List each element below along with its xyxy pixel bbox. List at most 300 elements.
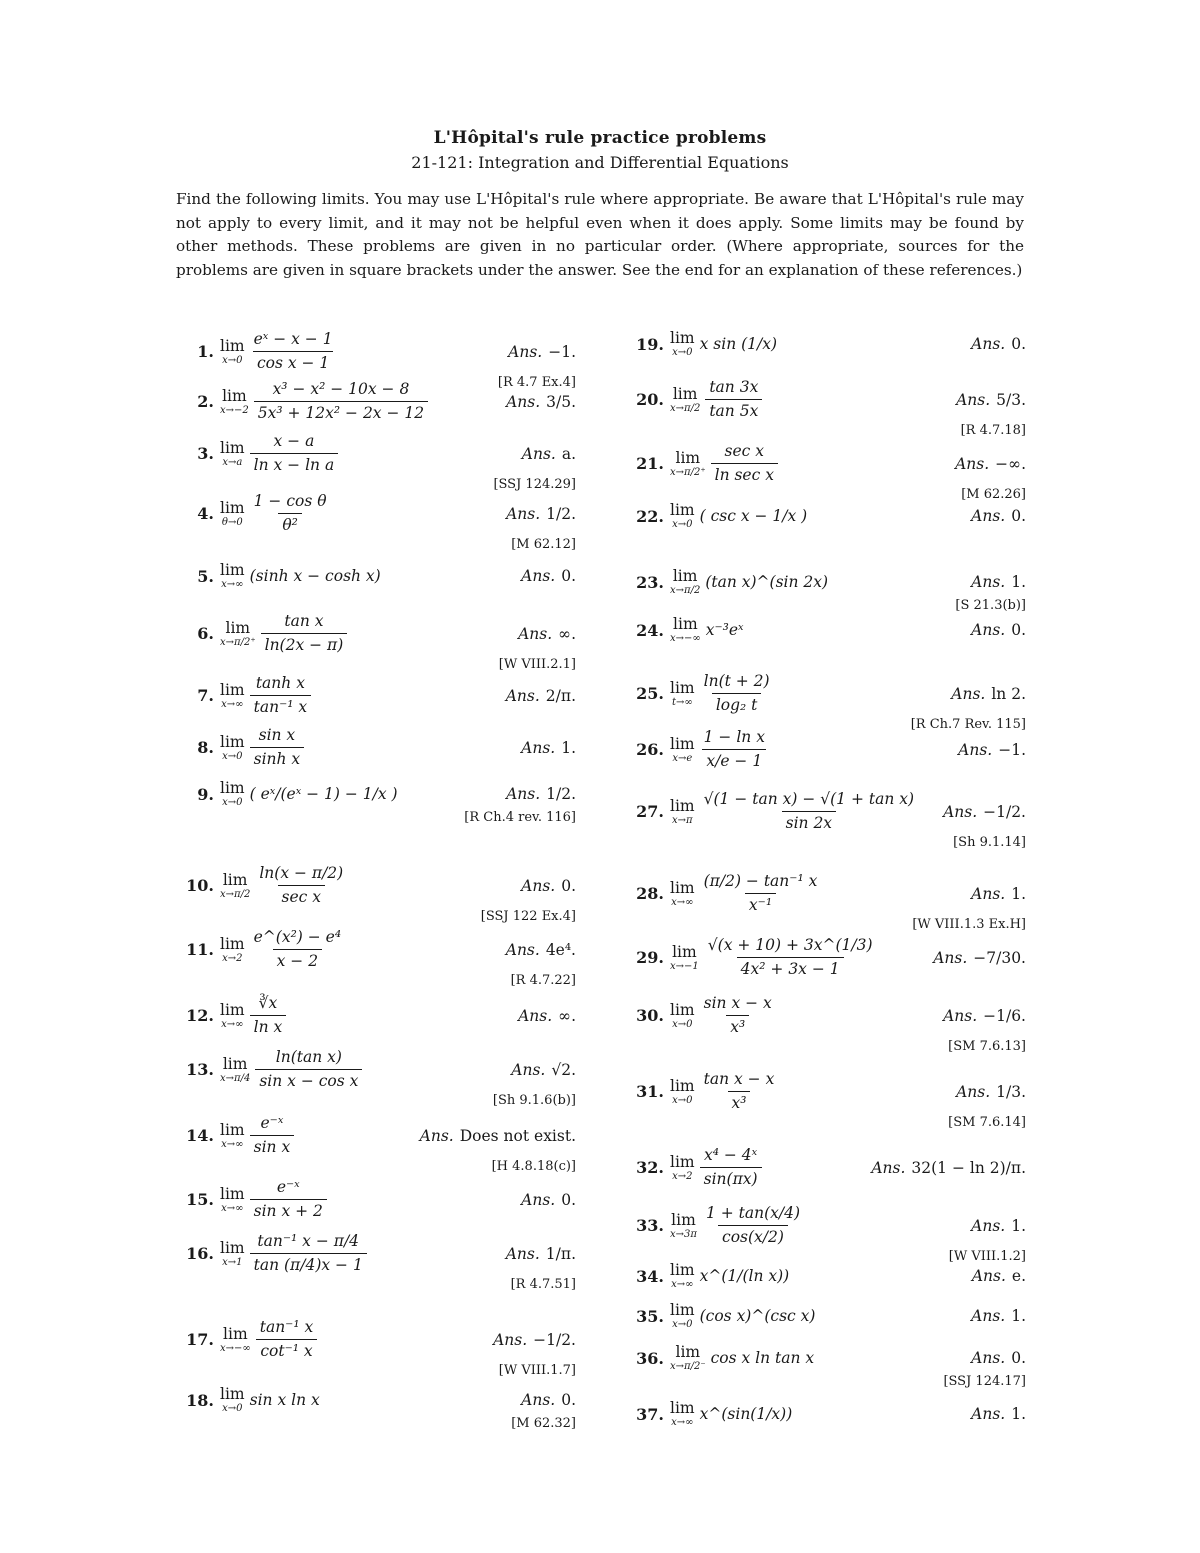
fraction-numerator: e⁻ˣ (260, 1114, 284, 1132)
answer-label: Ans. (971, 884, 1006, 903)
fraction-numerator: 1 − ln x (703, 728, 765, 746)
answer (971, 1217, 1026, 1235)
limit-label: lim (220, 561, 245, 579)
fraction (700, 790, 918, 833)
problem-expression (670, 728, 958, 771)
limit-operator (220, 500, 245, 528)
answer (508, 343, 576, 361)
fraction-numerator: x⁴ − 4ˣ (704, 1146, 758, 1164)
limit-subscript: x→∞ (221, 1018, 244, 1030)
answer-label: Ans. (505, 1244, 540, 1263)
limit-subscript: x→0 (672, 1094, 693, 1106)
problem-item (626, 1344, 1026, 1389)
limit-argument: x⁻³eˣ (705, 621, 744, 639)
limit-operator (670, 736, 695, 764)
problem-item (626, 790, 1026, 850)
limit-operator (670, 616, 701, 644)
problem-item (626, 502, 1026, 530)
problem-row (176, 1178, 576, 1221)
problem-number: 5. (197, 566, 214, 586)
problem-expression (220, 928, 506, 971)
fraction-numerator: ln(t + 2) (703, 672, 770, 690)
problem-expression (670, 790, 943, 833)
limit-label: lim (220, 779, 245, 797)
limit-operator (220, 1002, 245, 1030)
problem-number: 24. (636, 620, 664, 640)
problem-item (626, 1262, 1026, 1290)
limit-argument: (tan x)^(sin 2x) (705, 573, 829, 591)
limit-subscript: x→∞ (221, 579, 244, 590)
source-reference: [SSJ 124.17] (943, 1374, 1026, 1389)
fraction-denominator: tan (π/4)x − 1 (250, 1253, 367, 1275)
fraction (250, 1232, 367, 1275)
problem-expression (670, 442, 955, 485)
source-reference: [M 62.12] (511, 537, 576, 552)
answer-value: √2. (551, 1060, 576, 1079)
limit-subscript: x→π/2⁺ (670, 466, 706, 478)
problem-expression (670, 936, 933, 979)
problem-expression (220, 1232, 506, 1275)
answer (493, 1331, 576, 1349)
fraction (254, 380, 428, 423)
fraction-denominator: tan⁻¹ x (250, 695, 312, 717)
limit-subscript: x→∞ (671, 1279, 694, 1290)
problem-number: 1. (197, 342, 214, 361)
fraction (250, 1178, 327, 1221)
problem-number: 26. (636, 740, 664, 759)
problem-expression (220, 1048, 511, 1091)
answer (943, 803, 1026, 821)
limit-operator (670, 1400, 695, 1428)
fraction-denominator: x³ (728, 1091, 751, 1113)
fraction-numerator: tan x − x (703, 1070, 775, 1088)
answer-label: Ans. (971, 1307, 1006, 1325)
limit-label: lim (670, 1152, 695, 1171)
problem-number: 36. (636, 1348, 664, 1368)
problem-row (626, 502, 1026, 530)
limit-subscript: x→0 (222, 354, 243, 366)
answer (972, 1267, 1026, 1285)
problem-number: 35. (636, 1306, 664, 1326)
limit-label: lim (673, 615, 698, 633)
answer-value: −7/30. (973, 948, 1026, 967)
fraction (250, 674, 312, 717)
problem-item (626, 1070, 1026, 1130)
instructions-paragraph: Find the following limits. You may use L'Hôpital's rule where appropriate. Be aware that L'Hôpital's rule may not apply to every limit, and it may not be helpful even when it does apply. Some limits may be found by other methods. These problems are given in no particular order. (Where appropriate, sources for the problems are given in square brackets under the answer. See the end for an explanation of these references.) (176, 190, 1024, 279)
limit-operator (670, 386, 700, 414)
limit-subscript: x→0 (222, 750, 243, 762)
problem-expression (670, 994, 943, 1037)
limit-operator (670, 330, 695, 358)
problem-expression (220, 432, 522, 475)
fraction-denominator: tan 5x (705, 399, 762, 421)
problem-number: 31. (636, 1082, 664, 1101)
limit-label: lim (225, 618, 251, 637)
fraction-denominator: θ² (278, 513, 302, 535)
problem-item (626, 994, 1026, 1054)
limit-argument: ( csc x − 1/x ) (699, 507, 808, 525)
problem-expression (220, 994, 518, 1037)
fraction-numerator: tanh x (255, 674, 305, 692)
fraction-denominator: ln sec x (711, 463, 778, 485)
limit-argument: (sinh x − cosh x) (249, 567, 381, 585)
problem-item (626, 616, 1026, 644)
fraction-denominator: sinh x (250, 747, 305, 769)
answer-value: ∞. (558, 1006, 576, 1025)
problem-item (626, 330, 1026, 358)
problem-expression (220, 492, 506, 535)
answer-label: Ans. (958, 740, 993, 759)
answer-label: Ans. (521, 1190, 556, 1209)
problem-number: 11. (186, 940, 214, 959)
problem-row (176, 380, 576, 423)
limit-label: lim (672, 942, 697, 961)
fraction-numerator: tan⁻¹ x − π/4 (257, 1232, 360, 1250)
fraction (700, 1070, 779, 1113)
fraction (250, 994, 287, 1037)
limit-label: lim (220, 438, 245, 457)
limit-label: lim (671, 1210, 696, 1229)
problem-expression (220, 864, 521, 907)
problem-item (176, 1114, 576, 1174)
fraction (700, 994, 776, 1037)
fraction (250, 330, 337, 373)
answer-label: Ans. (505, 940, 540, 959)
fraction-numerator: √(1 − tan x) − √(1 + tan x) (703, 790, 915, 808)
problem-expression (670, 1302, 971, 1330)
page-title: L'Hôpital's rule practice problems (433, 128, 767, 148)
limit-operator (220, 440, 245, 468)
source-reference: [SM 7.6.14] (948, 1115, 1026, 1130)
limit-operator (220, 1386, 245, 1414)
answer-value: −1/6. (983, 1006, 1026, 1025)
answer-value: 0. (1011, 335, 1026, 353)
answer (971, 573, 1026, 591)
problem-item (176, 928, 576, 988)
problem-number: 8. (197, 738, 214, 757)
problem-number: 22. (636, 506, 664, 526)
problem-expression (670, 330, 971, 358)
answer (511, 1061, 576, 1079)
answer (518, 1007, 576, 1025)
limit-operator (220, 1186, 245, 1214)
problem-row (626, 568, 1026, 596)
fraction-denominator: log₂ t (712, 693, 762, 715)
limit-label: lim (670, 1399, 695, 1417)
problem-expression (670, 1146, 871, 1189)
answer-label: Ans. (506, 504, 541, 523)
problem-item (176, 674, 576, 717)
problem-number: 19. (636, 334, 664, 354)
fraction-numerator: tan 3x (709, 378, 759, 396)
answer (971, 1405, 1026, 1423)
limit-argument: x sin (1/x) (699, 335, 778, 353)
problem-row (626, 994, 1026, 1037)
limit-label: lim (220, 1385, 245, 1403)
answer-label: Ans. (971, 1349, 1006, 1367)
answer-value: 1. (1011, 1405, 1026, 1423)
limit-label: lim (220, 1184, 245, 1203)
answer-value: 1. (1011, 1216, 1026, 1235)
limit-label: lim (670, 329, 695, 347)
problem-item (626, 936, 1026, 979)
problem-expression (670, 1262, 972, 1290)
limit-subscript: x→e (672, 752, 693, 764)
answer (871, 1159, 1026, 1177)
fraction (700, 1146, 762, 1189)
problem-number: 34. (636, 1266, 664, 1286)
answer-label: Ans. (506, 392, 541, 411)
problem-row (626, 378, 1026, 421)
limit-operator (670, 502, 695, 530)
limit-operator (220, 1122, 245, 1150)
limit-operator (670, 1002, 695, 1030)
problem-expression (220, 1178, 521, 1221)
source-reference: [S 21.3(b)] (955, 598, 1026, 613)
answer-value: 5/3. (996, 390, 1026, 409)
source-reference: [SM 7.6.13] (948, 1039, 1026, 1054)
problem-row (176, 726, 576, 769)
answer (521, 1391, 576, 1409)
answer-value: a. (561, 444, 576, 463)
limit-subscript: t→∞ (671, 696, 693, 708)
limit-operator (220, 872, 250, 900)
problem-expression (670, 568, 971, 596)
problem-number: 12. (186, 1006, 214, 1025)
limit-subscript: x→∞ (671, 896, 694, 908)
limit-label: lim (670, 501, 695, 519)
answer (518, 625, 576, 643)
limit-operator (220, 936, 245, 964)
answer-value: −1. (998, 740, 1026, 759)
problem-number: 2. (197, 392, 214, 411)
answer-label: Ans. (971, 1405, 1006, 1423)
problem-number: 10. (186, 876, 214, 895)
limit-operator (220, 682, 245, 710)
source-reference: [W VIII.1.2] (948, 1249, 1026, 1264)
limit-operator (670, 680, 695, 708)
fraction-numerator: sin x (258, 726, 296, 744)
fraction-denominator: ln x (250, 1015, 287, 1037)
problem-number: 7. (197, 686, 214, 705)
problem-item (626, 1400, 1026, 1428)
fraction (256, 1318, 318, 1361)
limit-argument: ( eˣ/(eˣ − 1) − 1/x ) (249, 785, 398, 803)
fraction-numerator: sin x − x (703, 994, 772, 1012)
problem-row (626, 1262, 1026, 1290)
answer-value: 0. (561, 876, 576, 895)
limit-argument: x^(1/(ln x)) (699, 1267, 790, 1285)
problem-row (626, 936, 1026, 979)
limit-subscript: x→π/2 (220, 888, 251, 900)
answer (933, 949, 1026, 967)
answer-label: Ans. (971, 621, 1006, 639)
answer (521, 877, 576, 895)
answer-value: 0. (561, 1391, 576, 1409)
problem-expression (670, 672, 951, 715)
fraction (700, 728, 769, 771)
problem-row (176, 1114, 576, 1157)
fraction-denominator: cos(x/2) (718, 1225, 788, 1247)
problem-row (176, 1386, 576, 1414)
source-reference: [M 62.26] (961, 487, 1026, 502)
answer-label: Ans. (956, 1082, 991, 1101)
fraction-numerator: x³ − x² − 10x − 8 (272, 380, 410, 398)
fraction-numerator: ln(tan x) (275, 1048, 342, 1066)
problem-item (626, 378, 1026, 438)
answer-label: Ans. (955, 454, 990, 473)
answer (971, 507, 1026, 525)
problem-expression (220, 562, 521, 590)
limit-operator (670, 880, 695, 908)
limit-subscript: x→0 (222, 797, 243, 808)
fraction-denominator: ln x − ln a (250, 453, 339, 475)
problem-expression (220, 1318, 493, 1361)
source-reference: [Sh 9.1.14] (953, 835, 1026, 850)
limit-argument: cos x ln tan x (710, 1349, 815, 1367)
fraction-denominator: x⁻¹ (745, 893, 776, 915)
limit-subscript: x→∞ (221, 1202, 244, 1214)
problem-row (626, 790, 1026, 833)
problem-item (626, 1302, 1026, 1330)
limit-operator (670, 1344, 706, 1372)
limit-label: lim (222, 1054, 248, 1073)
limit-subscript: x→−2 (220, 404, 249, 416)
answer (971, 621, 1026, 639)
problem-row (176, 1232, 576, 1275)
answer (971, 885, 1026, 903)
problem-row (176, 612, 576, 655)
fraction-denominator: cot⁻¹ x (256, 1339, 316, 1361)
problem-item (176, 1318, 576, 1378)
limit-operator (220, 388, 249, 416)
problem-row (626, 672, 1026, 715)
fraction-numerator: e⁻ˣ (276, 1178, 300, 1196)
limit-subscript: x→π (672, 814, 693, 826)
source-reference: [W VIII.1.7] (498, 1363, 576, 1378)
problem-number: 14. (186, 1126, 214, 1145)
problem-item (176, 1048, 576, 1108)
limit-label: lim (670, 678, 695, 697)
problem-expression (220, 1114, 420, 1157)
fraction-denominator: cos x − 1 (253, 351, 333, 373)
limit-label: lim (222, 386, 247, 405)
answer (943, 1007, 1026, 1025)
problem-expression (220, 612, 518, 655)
limit-subscript: x→∞ (671, 1417, 694, 1428)
answer-label: Ans. (518, 1006, 553, 1025)
fraction (704, 936, 877, 979)
fraction (255, 1048, 362, 1091)
fraction-numerator: x − a (273, 432, 315, 450)
answer-value: 0. (561, 1190, 576, 1209)
problem-number: 16. (186, 1244, 214, 1263)
limit-subscript: x→2 (222, 952, 243, 964)
limit-label: lim (672, 384, 698, 403)
problem-row (626, 1302, 1026, 1330)
answer-label: Ans. (971, 1267, 1006, 1285)
source-reference: [R 4.7.22] (510, 973, 576, 988)
answer-label: Ans. (521, 1391, 556, 1409)
problem-item (176, 1178, 576, 1221)
page-subtitle: 21-121: Integration and Differential Equations (411, 153, 789, 172)
answer (506, 505, 576, 523)
fraction-denominator: sin x (250, 1135, 295, 1157)
problem-item (176, 492, 576, 552)
fraction-denominator: x/e − 1 (702, 749, 766, 771)
source-reference: [SSJ 124.29] (493, 477, 576, 492)
answer (955, 455, 1026, 473)
fraction-denominator: 4x² + 3x − 1 (737, 957, 844, 979)
limit-operator (220, 1240, 245, 1268)
fraction-numerator: √(x + 10) + 3x^(1/3) (707, 936, 873, 954)
problem-expression (220, 1386, 521, 1414)
problem-item (176, 1386, 576, 1431)
limit-operator (670, 1302, 695, 1330)
answer (521, 1191, 576, 1209)
fraction-denominator: x − 2 (273, 949, 322, 971)
fraction (705, 378, 762, 421)
limit-label: lim (675, 448, 701, 467)
answer-value: e. (1011, 1267, 1026, 1285)
limit-subscript: x→π/4 (220, 1072, 251, 1084)
answer (521, 567, 576, 585)
problem-number: 4. (197, 504, 214, 523)
source-reference: [W VIII.1.3 Ex.H] (912, 917, 1026, 932)
limit-operator (670, 798, 695, 826)
source-reference: [W VIII.2.1] (498, 657, 576, 672)
limit-subscript: x→−1 (670, 960, 699, 972)
answer (506, 1245, 576, 1263)
problem-item (176, 380, 576, 423)
limit-label: lim (220, 934, 245, 953)
problem-row (176, 994, 576, 1037)
problem-expression (670, 1070, 956, 1113)
problem-row (626, 1400, 1026, 1428)
limit-label: lim (220, 732, 245, 751)
problem-row (176, 562, 576, 590)
answer-value: 1/π. (545, 1244, 576, 1263)
limit-subscript: x→3π (670, 1228, 697, 1240)
problem-row (626, 442, 1026, 485)
problem-number: 9. (197, 784, 214, 804)
answer (956, 391, 1026, 409)
problem-row (176, 780, 576, 808)
source-reference: [R Ch.7 Rev. 115] (910, 717, 1026, 732)
problem-item (626, 1204, 1026, 1264)
limit-subscript: x→0 (672, 1018, 693, 1030)
limit-operator (220, 338, 245, 366)
problem-row (176, 432, 576, 475)
limit-subscript: x→0 (672, 347, 693, 358)
answer-value: 0. (1011, 621, 1026, 639)
source-reference: [H 4.8.18(c)] (491, 1159, 576, 1174)
limit-operator (670, 1154, 695, 1182)
limit-label: lim (220, 336, 245, 355)
problem-row (176, 1048, 576, 1091)
fraction-numerator: ln(x − π/2) (259, 864, 344, 882)
limit-subscript: x→∞ (221, 698, 244, 710)
answer-value: 1. (1011, 573, 1026, 591)
source-reference: [R 4.7.18] (960, 423, 1026, 438)
answer-value: −1. (548, 342, 576, 361)
answer-value: ln 2. (991, 684, 1026, 703)
limit-label: lim (675, 1343, 701, 1361)
fraction (700, 672, 774, 715)
problem-item (176, 780, 576, 825)
answer-label: Ans. (493, 1330, 528, 1349)
limit-operator (670, 1078, 695, 1106)
